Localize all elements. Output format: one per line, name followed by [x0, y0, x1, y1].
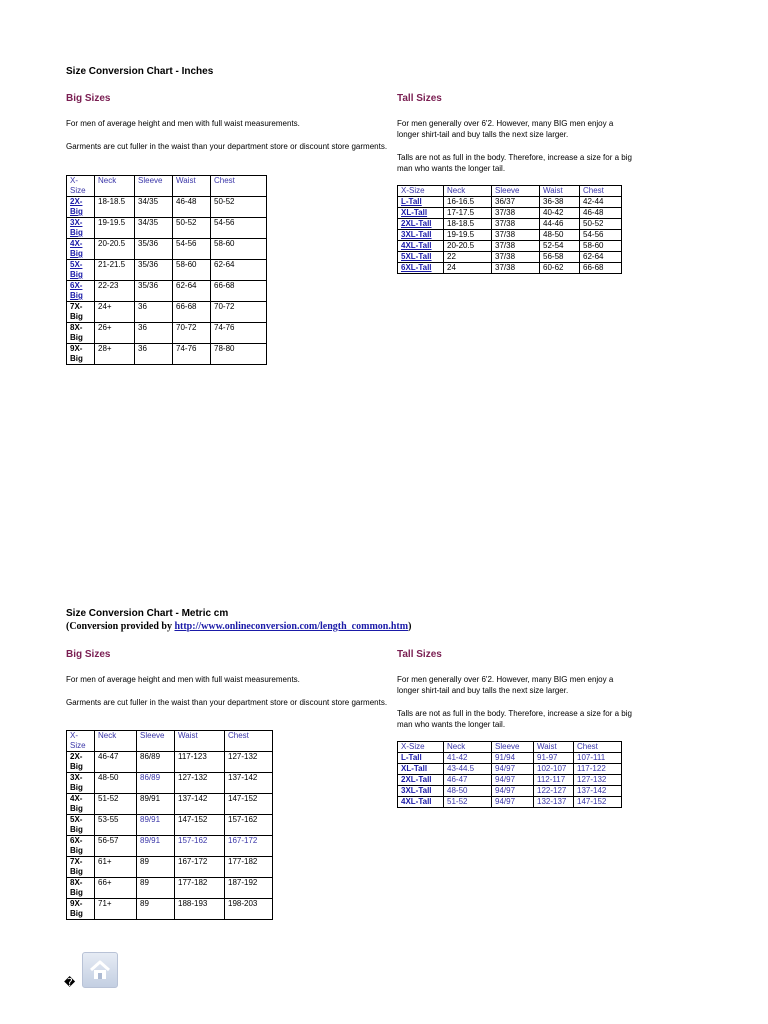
table-cell: 62-64	[173, 281, 211, 302]
size-label: 7X-Big	[67, 302, 95, 323]
metric-big-table	[66, 730, 273, 920]
table-cell: 26+	[95, 323, 135, 344]
column-header: Sleeve	[492, 186, 540, 197]
table-cell: 74-76	[211, 323, 267, 344]
table-cell: 40-42	[540, 208, 580, 219]
table-cell: 117-122	[574, 764, 622, 775]
table-row	[67, 794, 273, 815]
inches-big-heading: Big Sizes	[66, 93, 111, 104]
table-cell: 89/91	[137, 836, 175, 857]
table-cell: 17-17.5	[444, 208, 492, 219]
home-icon[interactable]	[82, 952, 118, 988]
table-cell: 52-54	[540, 241, 580, 252]
table-cell: 188-193	[175, 899, 225, 920]
inches-big-p1: For men of average height and men with full waist measurements.	[66, 119, 300, 128]
size-label[interactable]: XL-Tall	[398, 764, 444, 775]
table-cell: 19-19.5	[444, 230, 492, 241]
table-row	[67, 260, 267, 281]
table-cell: 66+	[95, 878, 137, 899]
table-row	[398, 252, 622, 263]
column-header: Chest	[580, 186, 622, 197]
size-label: 6X-Big	[67, 836, 95, 857]
table-cell: 61+	[95, 857, 137, 878]
table-cell: 36	[135, 302, 173, 323]
table-row	[67, 857, 273, 878]
table-cell: 89/91	[137, 815, 175, 836]
table-cell: 22	[444, 252, 492, 263]
table-cell: 24	[444, 263, 492, 274]
size-label[interactable]: 5X-Big	[67, 260, 95, 281]
table-cell: 46-47	[444, 775, 492, 786]
table-row	[67, 836, 273, 857]
table-cell: 37/38	[492, 219, 540, 230]
inches-big-p2: Garments are cut fuller in the waist than your department store or discount store garments.	[66, 142, 388, 151]
column-header: Neck	[444, 186, 492, 197]
size-label[interactable]: 3X-Big	[67, 218, 95, 239]
size-label: 5XL-Tall	[398, 252, 444, 263]
column-header: Sleeve	[137, 731, 175, 752]
column-header: Chest	[574, 742, 622, 753]
table-cell: 42-44	[580, 197, 622, 208]
table-row	[67, 752, 273, 773]
inches-title: Size Conversion Chart - Inches	[66, 66, 214, 77]
table-cell: 89	[137, 857, 175, 878]
table-cell: 157-162	[225, 815, 273, 836]
table-cell: 94/97	[492, 764, 534, 775]
table-row	[67, 815, 273, 836]
table-cell: 147-152	[175, 815, 225, 836]
size-label[interactable]: 3XL-Tall	[398, 230, 444, 241]
table-cell: 58-60	[211, 239, 267, 260]
inches-big-table	[66, 175, 267, 365]
size-label[interactable]: 2XL-Tall	[398, 775, 444, 786]
table-cell: 34/35	[135, 197, 173, 218]
table-cell: 127-132	[225, 752, 273, 773]
table-row	[67, 302, 267, 323]
conversion-note	[66, 621, 411, 632]
table-row	[67, 878, 273, 899]
size-label[interactable]: 2X-Big	[67, 197, 95, 218]
table-cell: 137-142	[574, 786, 622, 797]
table-cell: 94/97	[492, 786, 534, 797]
table-cell: 37/38	[492, 208, 540, 219]
table-row	[67, 239, 267, 260]
table-cell: 54-56	[173, 239, 211, 260]
table-cell: 187-192	[225, 878, 273, 899]
table-cell: 54-56	[211, 218, 267, 239]
table-cell: 94/97	[492, 797, 534, 808]
inches-tall-table	[397, 185, 622, 274]
table-cell: 89	[137, 899, 175, 920]
table-cell: 132-137	[534, 797, 574, 808]
table-cell: 18-18.5	[444, 219, 492, 230]
table-header-row	[398, 742, 622, 753]
table-cell: 117-123	[175, 752, 225, 773]
table-header-row	[67, 176, 267, 197]
table-cell: 50-52	[580, 219, 622, 230]
conversion-prefix: (Conversion provided by	[66, 621, 175, 632]
table-cell: 20-20.5	[95, 239, 135, 260]
size-label: 3X-Big	[67, 773, 95, 794]
size-label[interactable]: 6X-Big	[67, 281, 95, 302]
table-cell: 37/38	[492, 230, 540, 241]
size-label[interactable]: L-Tall	[398, 197, 444, 208]
conversion-suffix: )	[408, 621, 412, 632]
table-cell: 35/36	[135, 260, 173, 281]
table-cell: 62-64	[211, 260, 267, 281]
table-cell: 50-52	[173, 218, 211, 239]
table-row	[67, 218, 267, 239]
table-header-row	[67, 731, 273, 752]
metric-tall-p1: For men generally over 6'2. However, many BIG men enjoy a longer shirt-tail and buy talls the next size larger.	[397, 675, 614, 695]
table-cell: 147-152	[225, 794, 273, 815]
conversion-link[interactable]: http://www.onlineconversion.com/length_common.htm	[174, 621, 409, 632]
table-header-row	[398, 186, 622, 197]
size-label: 9X-Big	[67, 899, 95, 920]
table-cell: 91-97	[534, 753, 574, 764]
size-label: 4X-Big	[67, 794, 95, 815]
size-label: 9X-Big	[67, 344, 95, 365]
table-cell: 167-172	[225, 836, 273, 857]
table-cell: 16-16.5	[444, 197, 492, 208]
column-header: Waist	[540, 186, 580, 197]
table-cell: 37/38	[492, 263, 540, 274]
table-cell: 36	[135, 323, 173, 344]
table-cell: 94/97	[492, 775, 534, 786]
table-row	[398, 764, 622, 775]
table-cell: 37/38	[492, 252, 540, 263]
size-label: 7X-Big	[67, 857, 95, 878]
table-cell: 46-47	[95, 752, 137, 773]
table-cell: 78-80	[211, 344, 267, 365]
table-cell: 86/89	[137, 773, 175, 794]
table-cell: 91/94	[492, 753, 534, 764]
table-cell: 107-111	[574, 753, 622, 764]
table-row	[67, 899, 273, 920]
table-cell: 147-152	[574, 797, 622, 808]
table-cell: 46-48	[173, 197, 211, 218]
column-header: X-Size	[398, 742, 444, 753]
metric-tall-heading: Tall Sizes	[397, 649, 442, 660]
inches-tall-p2: Talls are not as full in the body. Therefore, increase a size for a big man who wants the longer tail.	[397, 153, 632, 173]
table-cell: 58-60	[173, 260, 211, 281]
column-header: Chest	[225, 731, 273, 752]
column-header: Neck	[95, 731, 137, 752]
table-cell: 51-52	[95, 794, 137, 815]
table-cell: 48-50	[95, 773, 137, 794]
metric-big-p2: Garments are cut fuller in the waist than your department store or discount store garments.	[66, 698, 388, 707]
size-label[interactable]: XL-Tall	[398, 208, 444, 219]
column-header: Neck	[95, 176, 135, 197]
table-row	[398, 208, 622, 219]
column-header: Chest	[211, 176, 267, 197]
table-cell: 62-64	[580, 252, 622, 263]
table-row	[398, 797, 622, 808]
table-cell: 19-19.5	[95, 218, 135, 239]
column-header: Neck	[444, 742, 492, 753]
column-header: X-Size	[67, 176, 95, 197]
table-row	[398, 230, 622, 241]
table-row	[398, 241, 622, 252]
table-row	[67, 281, 267, 302]
size-label[interactable]: 4XL-Tall	[398, 241, 444, 252]
column-header: Sleeve	[492, 742, 534, 753]
table-cell: 34/35	[135, 218, 173, 239]
table-cell: 70-72	[173, 323, 211, 344]
table-row	[398, 263, 622, 274]
table-cell: 18-18.5	[95, 197, 135, 218]
column-header: X-Size	[398, 186, 444, 197]
size-label: 2X-Big	[67, 752, 95, 773]
size-label[interactable]: 4X-Big	[67, 239, 95, 260]
table-cell: 56-58	[540, 252, 580, 263]
size-label[interactable]: 4XL-Tall	[398, 797, 444, 808]
table-cell: 36	[135, 344, 173, 365]
column-header: Waist	[175, 731, 225, 752]
table-cell: 137-142	[175, 794, 225, 815]
table-cell: 36-38	[540, 197, 580, 208]
table-cell: 48-50	[540, 230, 580, 241]
column-header: Waist	[173, 176, 211, 197]
table-cell: 89	[137, 878, 175, 899]
table-row	[67, 323, 267, 344]
table-cell: 198-203	[225, 899, 273, 920]
table-row	[398, 775, 622, 786]
table-cell: 112-117	[534, 775, 574, 786]
table-cell: 20-20.5	[444, 241, 492, 252]
size-label[interactable]: L-Tall	[398, 753, 444, 764]
inches-tall-p1: For men generally over 6'2. However, many BIG men enjoy a longer shirt-tail and buy talls the next size larger.	[397, 119, 614, 139]
table-row	[67, 197, 267, 218]
column-header: Waist	[534, 742, 574, 753]
table-row	[67, 344, 267, 365]
table-cell: 28+	[95, 344, 135, 365]
column-header: Sleeve	[135, 176, 173, 197]
table-cell: 24+	[95, 302, 135, 323]
table-cell: 89/91	[137, 794, 175, 815]
table-cell: 36/37	[492, 197, 540, 208]
table-cell: 48-50	[444, 786, 492, 797]
metric-tall-p2: Talls are not as full in the body. Therefore, increase a size for a big man who wants the longer tail.	[397, 709, 632, 729]
table-cell: 86/89	[137, 752, 175, 773]
table-cell: 56-57	[95, 836, 137, 857]
table-cell: 53-55	[95, 815, 137, 836]
metric-title: Size Conversion Chart - Metric cm	[66, 608, 229, 619]
metric-tall-table	[397, 741, 622, 808]
table-cell: 71+	[95, 899, 137, 920]
table-cell: 66-68	[580, 263, 622, 274]
table-cell: 43-44.5	[444, 764, 492, 775]
table-cell: 102-107	[534, 764, 574, 775]
table-cell: 37/38	[492, 241, 540, 252]
metric-big-p1: For men of average height and men with full waist measurements.	[66, 675, 300, 684]
table-cell: 167-172	[175, 857, 225, 878]
table-cell: 51-52	[444, 797, 492, 808]
size-label: 5X-Big	[67, 815, 95, 836]
table-row	[398, 197, 622, 208]
table-cell: 41-42	[444, 753, 492, 764]
table-row	[398, 753, 622, 764]
table-row	[398, 219, 622, 230]
table-cell: 70-72	[211, 302, 267, 323]
table-cell: 35/36	[135, 281, 173, 302]
table-row	[67, 773, 273, 794]
table-cell: 177-182	[225, 857, 273, 878]
table-cell: 122-127	[534, 786, 574, 797]
table-cell: 177-182	[175, 878, 225, 899]
table-cell: 127-132	[574, 775, 622, 786]
size-label[interactable]: 3XL-Tall	[398, 786, 444, 797]
table-cell: 22-23	[95, 281, 135, 302]
table-row	[398, 786, 622, 797]
table-cell: 44-46	[540, 219, 580, 230]
table-cell: 74-76	[173, 344, 211, 365]
size-label: 8X-Big	[67, 878, 95, 899]
table-cell: 58-60	[580, 241, 622, 252]
inches-tall-heading: Tall Sizes	[397, 93, 442, 104]
table-cell: 127-132	[175, 773, 225, 794]
replacement-glyph: �	[64, 977, 76, 989]
table-cell: 60-62	[540, 263, 580, 274]
table-cell: 54-56	[580, 230, 622, 241]
table-cell: 137-142	[225, 773, 273, 794]
table-cell: 46-48	[580, 208, 622, 219]
table-cell: 157-162	[175, 836, 225, 857]
table-cell: 35/36	[135, 239, 173, 260]
table-cell: 21-21.5	[95, 260, 135, 281]
size-label: 8X-Big	[67, 323, 95, 344]
table-cell: 66-68	[173, 302, 211, 323]
size-label: 6XL-Tall	[398, 263, 444, 274]
metric-big-heading: Big Sizes	[66, 649, 111, 660]
table-cell: 50-52	[211, 197, 267, 218]
table-cell: 66-68	[211, 281, 267, 302]
column-header: X-Size	[67, 731, 95, 752]
size-label[interactable]: 2XL-Tall	[398, 219, 444, 230]
